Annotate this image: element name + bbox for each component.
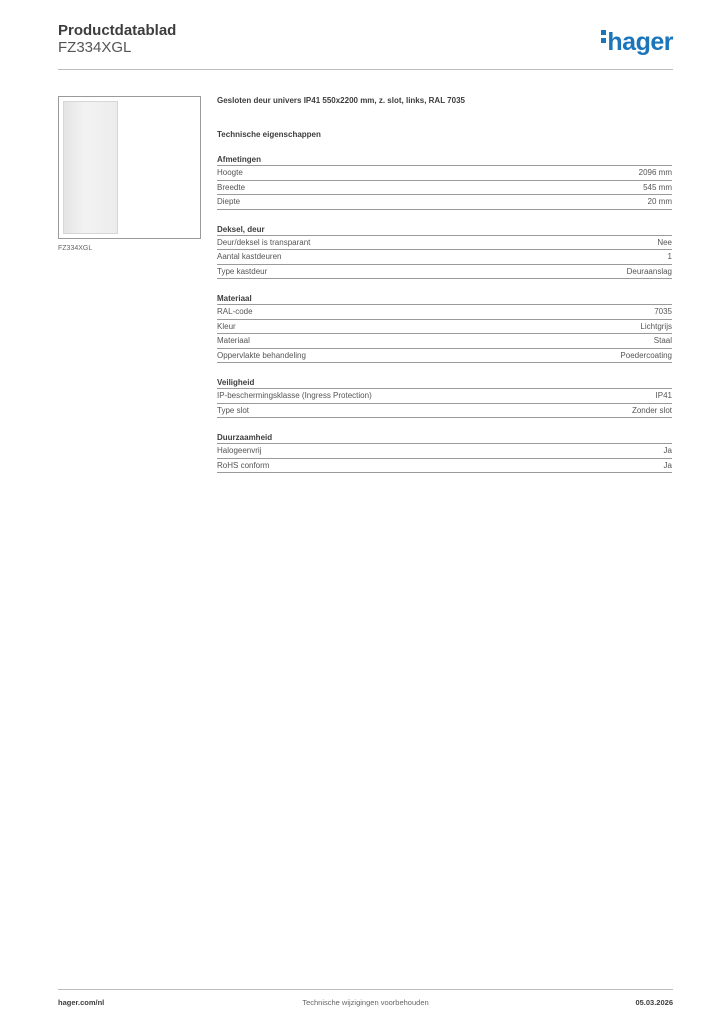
property-label: IP-beschermingsklasse (Ingress Protection) — [217, 391, 372, 400]
property-label: Materiaal — [217, 336, 250, 345]
header-divider — [58, 69, 673, 70]
property-value: IP41 — [655, 391, 672, 400]
footer-website[interactable]: hager.com/nl — [58, 998, 105, 1007]
property-row — [217, 334, 672, 349]
section-title: Veiligheid — [217, 378, 672, 389]
footer-divider — [58, 989, 673, 990]
logo-text: hager — [607, 28, 673, 56]
image-caption: FZ334XGL — [58, 245, 93, 252]
property-label: Type slot — [217, 405, 250, 415]
property-row — [217, 181, 672, 196]
property-label: Diepte — [217, 197, 241, 206]
property-value: 1 — [667, 252, 672, 261]
technical-properties-heading: Technische eigenschappen — [217, 130, 321, 139]
product-description: Gesloten deur univers IP41 550x2200 mm, z. slot, links, RAL 7035 — [217, 96, 465, 105]
page-header — [58, 22, 673, 70]
footer-disclaimer: Technische wijzigingen voorbehouden — [302, 998, 429, 1007]
property-value: Poedercoating — [620, 350, 672, 360]
property-label: Type kastdeur — [217, 266, 268, 276]
section-title: Deksel, deur — [217, 225, 672, 236]
property-label: Deur/deksel is transparant — [217, 237, 311, 247]
property-section — [217, 225, 672, 280]
property-row — [217, 236, 672, 251]
property-value: Nee — [657, 237, 672, 247]
document-title: Productdatablad — [58, 22, 177, 39]
property-row — [217, 305, 672, 320]
property-section — [217, 378, 672, 418]
property-label: RoHS conform — [217, 460, 270, 470]
door-panel-picture — [63, 101, 118, 234]
property-value: Deuraanslag — [626, 266, 672, 276]
property-label: Kleur — [217, 321, 236, 331]
property-row — [217, 320, 672, 335]
property-value: Ja — [663, 460, 672, 470]
section-title: Duurzaamheid — [217, 433, 672, 444]
property-value: Staal — [653, 336, 672, 345]
section-title: Afmetingen — [217, 155, 672, 166]
property-row — [217, 265, 672, 280]
property-row — [217, 349, 672, 364]
product-content — [217, 96, 672, 473]
property-row — [217, 195, 672, 210]
hager-logo — [601, 28, 673, 57]
property-label: Halogeenvrij — [217, 446, 262, 455]
property-row — [217, 459, 672, 474]
property-value: Zonder slot — [631, 405, 672, 415]
product-image — [58, 96, 201, 239]
property-row — [217, 250, 672, 265]
property-value: 20 mm — [647, 197, 672, 206]
footer-date: 05.03.2026 — [635, 998, 673, 1007]
property-value: 545 mm — [643, 182, 672, 192]
property-label: Breedte — [217, 182, 246, 192]
properties-sections — [217, 155, 672, 473]
property-value: 2096 mm — [638, 168, 672, 177]
property-row — [217, 444, 672, 459]
property-label: Hoogte — [217, 168, 243, 177]
property-value: Ja — [663, 446, 672, 455]
logo-dots-icon — [601, 30, 606, 46]
property-label: Oppervlakte behandeling — [217, 350, 306, 360]
property-section — [217, 155, 672, 210]
property-row — [217, 166, 672, 181]
property-section — [217, 433, 672, 473]
property-section — [217, 294, 672, 363]
property-value: 7035 — [654, 307, 672, 316]
property-row — [217, 404, 672, 419]
property-label: Aantal kastdeuren — [217, 252, 282, 261]
product-code: FZ334XGL — [58, 39, 132, 56]
property-label: RAL-code — [217, 307, 253, 316]
property-value: Lichtgrijs — [640, 321, 672, 331]
property-row — [217, 389, 672, 404]
section-title: Materiaal — [217, 294, 672, 305]
